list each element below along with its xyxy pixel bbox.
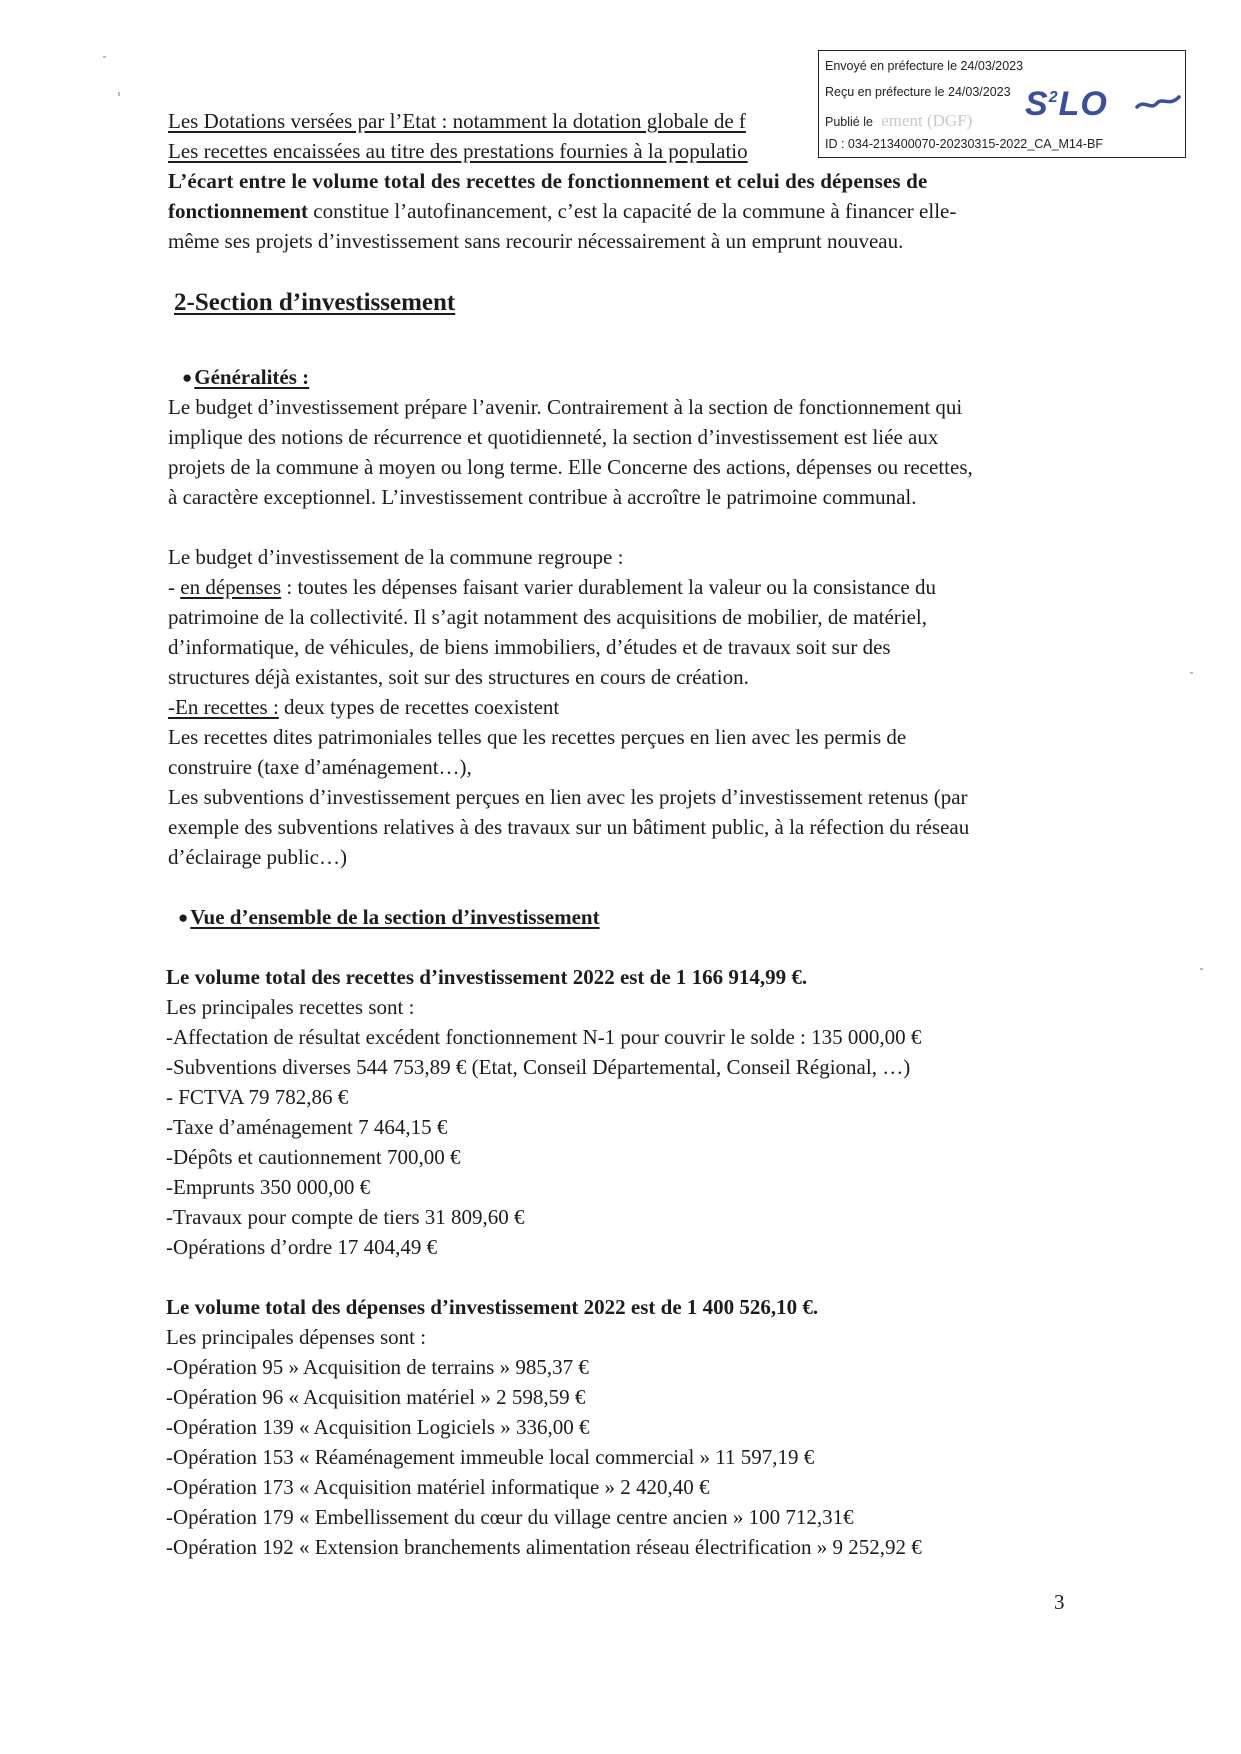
text-line: même ses projets d’investissement sans recourir nécessairement à un emprunt nouveau. bbox=[168, 229, 904, 253]
scan-speck bbox=[118, 92, 120, 96]
text-line: Les recettes encaissées au titre des prestations fournies à la populatio bbox=[168, 139, 748, 163]
text-line: patrimoine de la collectivité. Il s’agit notamment des acquisitions de mobilier, de matériel, bbox=[168, 605, 928, 629]
bullet-icon: ● bbox=[182, 368, 193, 387]
depenses-total: Le volume total des dépenses d’investissement 2022 est de 1 400 526,10 €. bbox=[166, 1295, 819, 1319]
text-line: -En recettes : deux types de recettes coexistent bbox=[168, 695, 560, 719]
list-item: -Opération 139 « Acquisition Logiciels » 336,00 € bbox=[166, 1415, 590, 1439]
list-item: -Opération 95 » Acquisition de terrains » 985,37 € bbox=[166, 1355, 589, 1379]
subheading-vue-ensemble: ●Vue d’ensemble de la section d’investissement bbox=[178, 905, 600, 929]
text-line: d’éclairage public…) bbox=[168, 845, 347, 869]
scan-speck bbox=[103, 56, 106, 58]
prefecture-stamp bbox=[818, 50, 1186, 158]
scan-speck bbox=[1200, 968, 1203, 970]
stamp-sent-date: Envoyé en préfecture le 24/03/2023 bbox=[825, 59, 1024, 73]
text-line: Les Dotations versées par l’Etat : notamment la dotation globale de f bbox=[168, 109, 746, 133]
text-line: Le budget d’investissement prépare l’avenir. Contrairement à la section de fonctionnement qui bbox=[168, 395, 963, 419]
list-item: -Subventions diverses 544 753,89 € (Etat, Conseil Départemental, Conseil Régional, …) bbox=[166, 1055, 911, 1079]
text-line: Les principales dépenses sont : bbox=[166, 1325, 427, 1349]
stamp-id: ID : 034-213400070-20230315-2022_CA_M14-BF bbox=[825, 137, 1103, 151]
stamp-published: Publié le ement (DGF) bbox=[825, 111, 973, 130]
text-line: Les principales recettes sont : bbox=[166, 995, 415, 1019]
text-line: Le budget d’investissement de la commune regroupe : bbox=[168, 545, 624, 569]
logo-swoosh-icon bbox=[1135, 93, 1181, 115]
faint-underlying-text: ement (DGF) bbox=[876, 111, 973, 130]
list-item: -Opération 173 « Acquisition matériel informatique » 2 420,40 € bbox=[166, 1475, 710, 1499]
list-item: -Emprunts 350 000,00 € bbox=[166, 1175, 371, 1199]
text-line: structures déjà existantes, soit sur des structures en cours de création. bbox=[168, 665, 749, 689]
list-item: -Dépôts et cautionnement 700,00 € bbox=[166, 1145, 461, 1169]
section-heading: 2-Section d’investissement bbox=[174, 289, 456, 316]
list-item: -Travaux pour compte de tiers 31 809,60 € bbox=[166, 1205, 525, 1229]
text-line: - en dépenses : toutes les dépenses faisant varier durablement la valeur ou la consistance du bbox=[168, 575, 936, 599]
bullet-icon: ● bbox=[178, 908, 189, 927]
bold-term: fonctionnement bbox=[168, 199, 308, 223]
text-line: exemple des subventions relatives à des travaux sur un bâtiment public, à la réfection du réseau bbox=[168, 815, 970, 839]
text-line: Les recettes dites patrimoniales telles que les recettes perçues en lien avec les permis de bbox=[168, 725, 907, 749]
recettes-total: Le volume total des recettes d’investissement 2022 est de 1 166 914,99 €. bbox=[166, 965, 808, 989]
scan-speck bbox=[1190, 672, 1193, 674]
subheading-generalites: ●Généralités : bbox=[182, 365, 310, 389]
list-item: - FCTVA 79 782,86 € bbox=[166, 1085, 349, 1109]
list-item: -Affectation de résultat excédent fonctionnement N-1 pour couvrir le solde : 135 000,00 € bbox=[166, 1025, 922, 1049]
text-line: fonctionnement constitue l’autofinancement, c’est la capacité de la commune à financer elle- bbox=[168, 199, 957, 223]
s2low-logo: $S^2LO$ bbox=[1025, 85, 1108, 123]
text-line: à caractère exceptionnel. L’investissement contribue à accroître le patrimoine communal. bbox=[168, 485, 917, 509]
text-line: projets de la commune à moyen ou long terme. Elle Concerne des actions, dépenses ou recettes, bbox=[168, 455, 973, 479]
text-line: implique des notions de récurrence et quotidienneté, la section d’investissement est liée aux bbox=[168, 425, 939, 449]
list-item: -Opération 192 « Extension branchements alimentation réseau électrification » 9 252,92 € bbox=[166, 1535, 922, 1559]
list-item: -Taxe d’aménagement 7 464,15 € bbox=[166, 1115, 448, 1139]
text-line: Les subventions d’investissement perçues en lien avec les projets d’investissement retenus (par bbox=[168, 785, 968, 809]
list-item: -Opération 179 « Embellissement du cœur du village centre ancien » 100 712,31€ bbox=[166, 1505, 854, 1529]
text-line: L’écart entre le volume total des recettes de fonctionnement et celui des dépenses de bbox=[168, 169, 928, 193]
page-number: 3 bbox=[1054, 1590, 1065, 1614]
list-item: -Opérations d’ordre 17 404,49 € bbox=[166, 1235, 438, 1259]
list-item: -Opération 96 « Acquisition matériel » 2 598,59 € bbox=[166, 1385, 586, 1409]
list-item: -Opération 153 « Réaménagement immeuble local commercial » 11 597,19 € bbox=[166, 1445, 815, 1469]
text-line: construire (taxe d’aménagement…), bbox=[168, 755, 472, 779]
text-line: d’informatique, de véhicules, de biens immobiliers, d’études et de travaux soit sur des bbox=[168, 635, 891, 659]
stamp-received-date: Reçu en préfecture le 24/03/2023 bbox=[825, 85, 1011, 99]
